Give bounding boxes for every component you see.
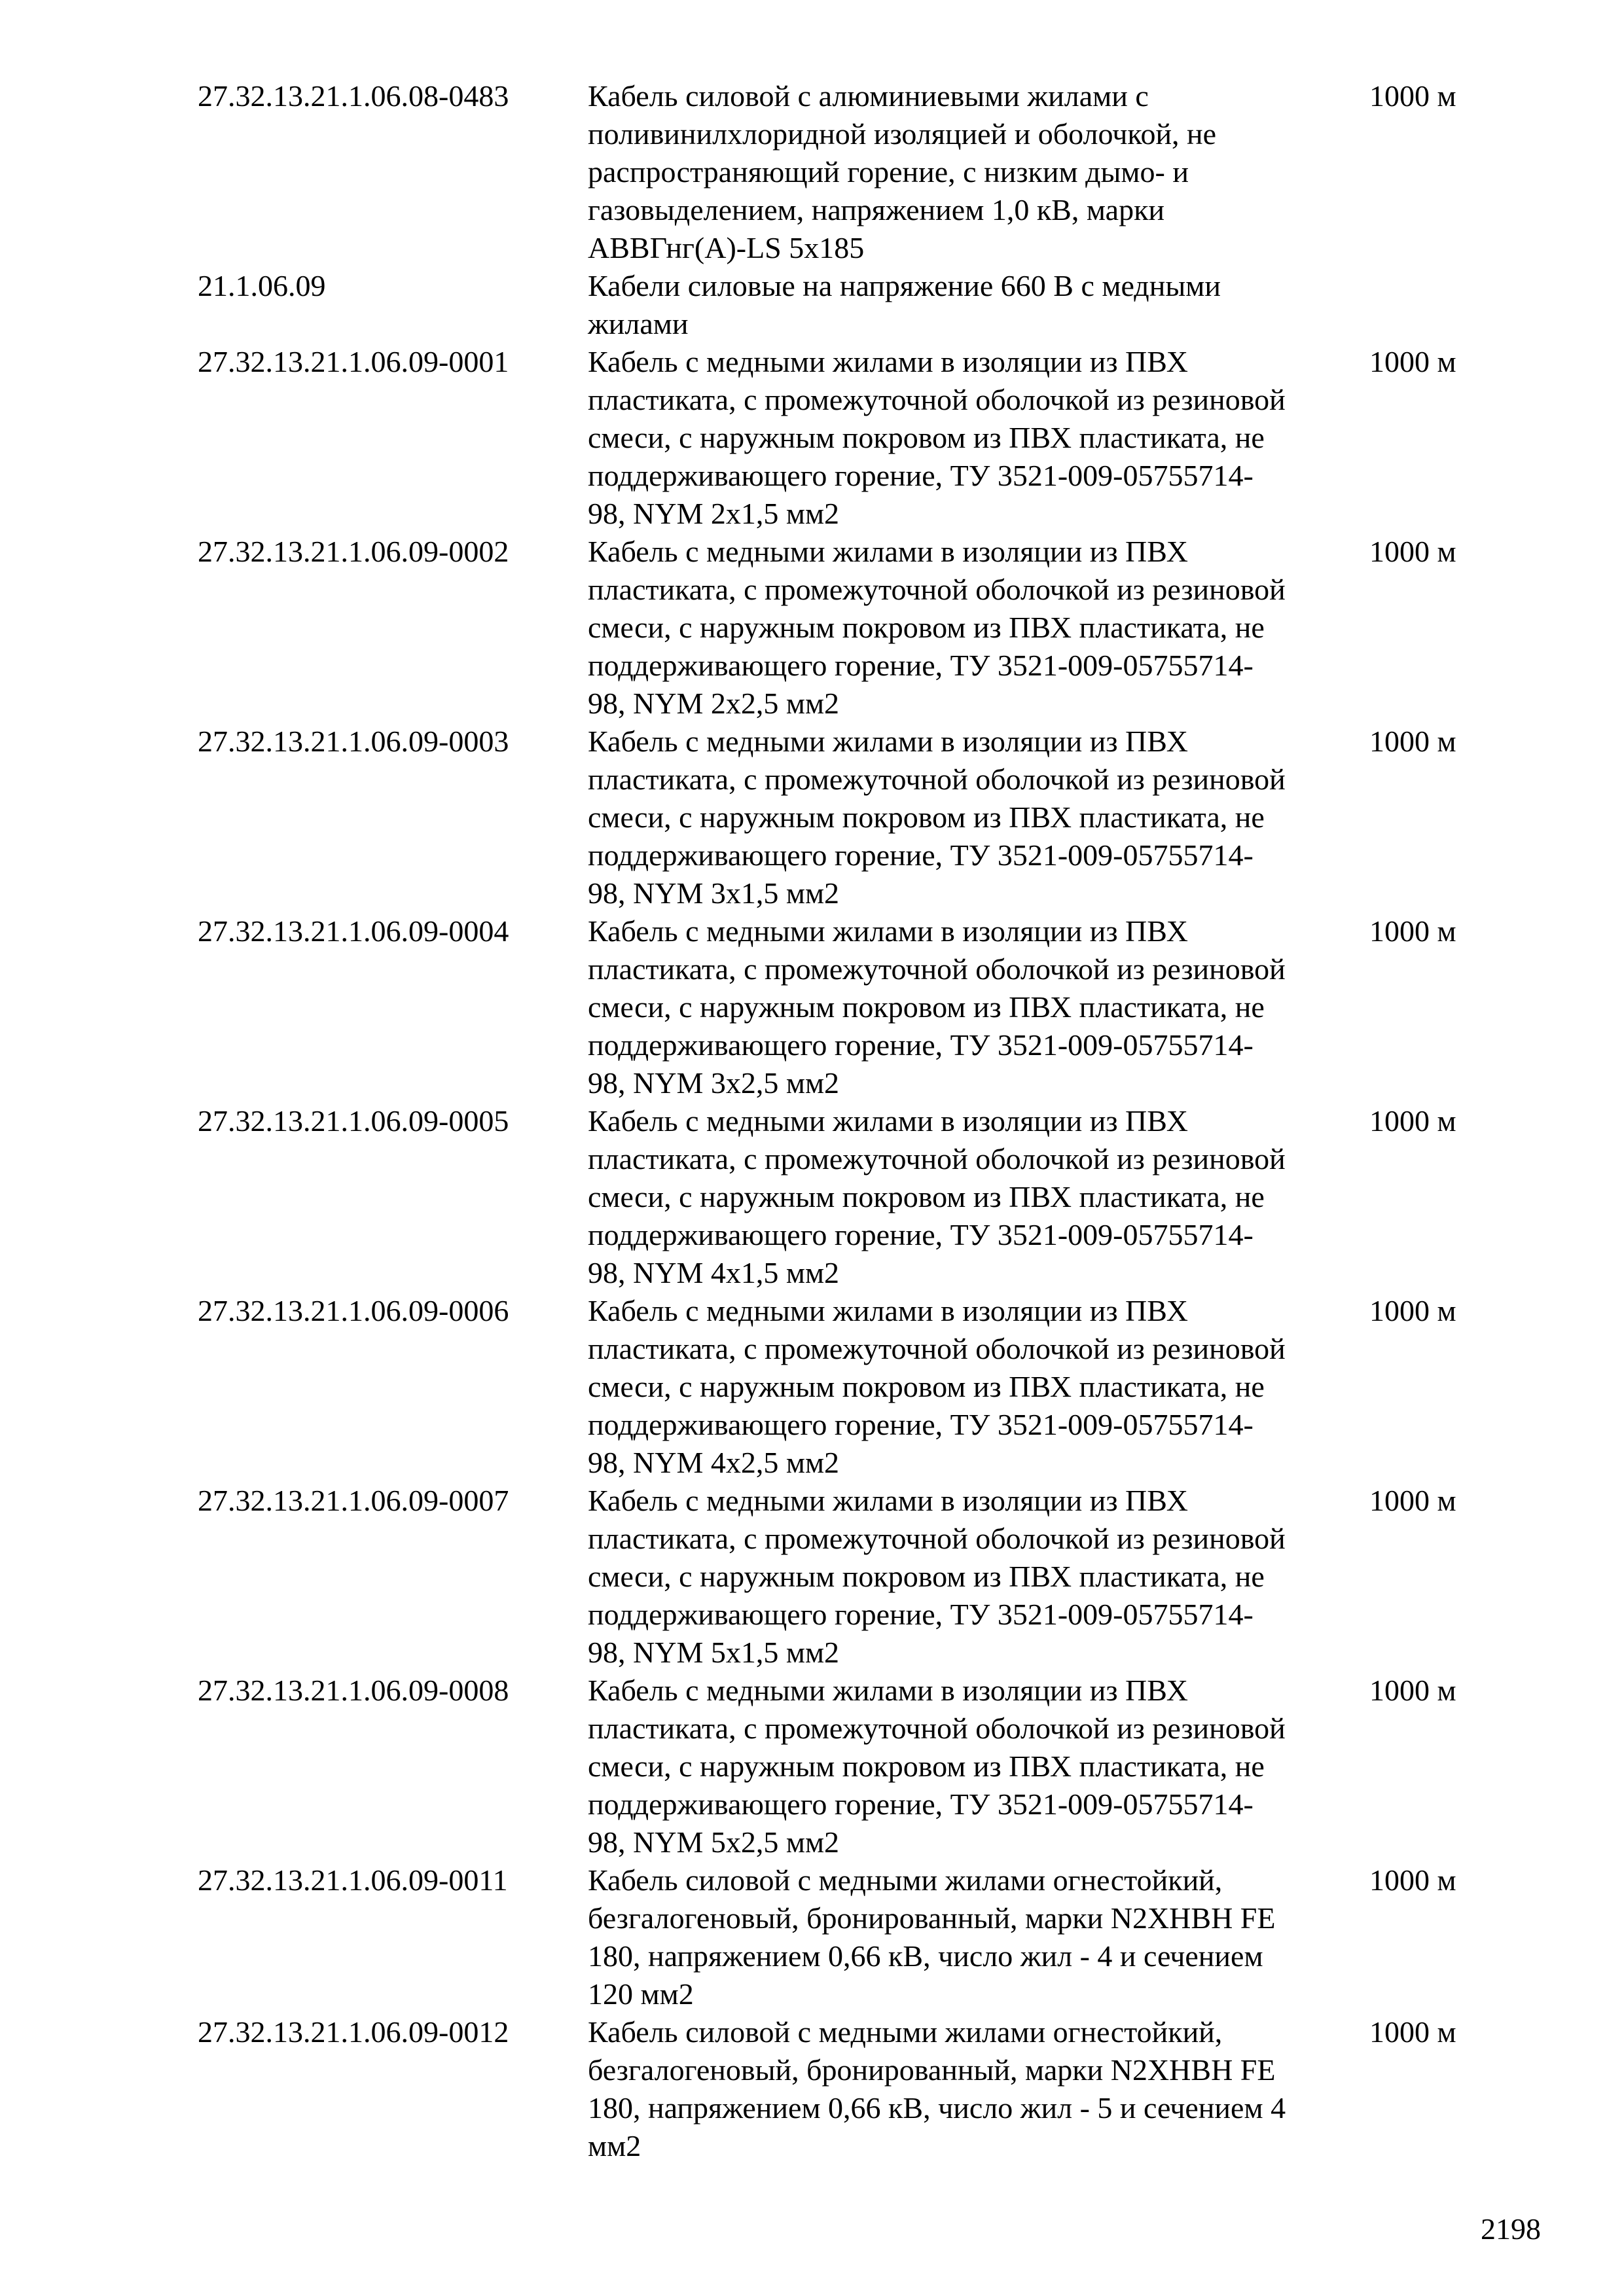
description-line: безгалогеновый, бронированный, марки N2XHBH FE <box>588 2053 1276 2087</box>
unit-of-measure: 1000 м <box>1369 1294 1456 1327</box>
description-line: Кабель с медными жилами в изоляции из ПВХ <box>588 345 1188 378</box>
unit-of-measure: 1000 м <box>1369 79 1456 113</box>
resource-code: 27.32.13.21.1.06.09-0003 <box>198 725 509 758</box>
description-line: поддерживающего горение, ТУ 3521-009-05755714- <box>588 649 1254 682</box>
unit-of-measure: 1000 м <box>1369 725 1456 758</box>
description-line: АВВГнг(А)-LS 5х185 <box>588 231 865 264</box>
description-line: смеси, с наружным покровом из ПВХ пластиката, не <box>588 1560 1265 1593</box>
group-description <box>588 267 1360 343</box>
description-line: распространяющий горение, с низким дымо- и <box>588 155 1189 188</box>
description-line: поддерживающего горение, ТУ 3521-009-05755714- <box>588 1787 1254 1821</box>
unit-of-measure: 1000 м <box>1369 535 1456 568</box>
description-line: смеси, с наружным покровом из ПВХ пластиката, не <box>588 1370 1265 1403</box>
description-line: пластиката, с промежуточной оболочкой из резиновой <box>588 1712 1286 1745</box>
resource-code: 27.32.13.21.1.06.09-0011 <box>198 1863 508 1897</box>
description-line: Кабели силовые на напряжение 660 В с медными <box>588 269 1221 302</box>
description-line: пластиката, с промежуточной оболочкой из резиновой <box>588 952 1286 986</box>
description-line: поддерживающего горение, ТУ 3521-009-05755714- <box>588 1028 1254 1062</box>
description-line: Кабель с медными жилами в изоляции из ПВХ <box>588 914 1188 948</box>
description-line: Кабель силовой с алюминиевыми жилами с <box>588 79 1149 113</box>
table-row <box>198 2013 1474 2165</box>
description-line: Кабель с медными жилами в изоляции из ПВХ <box>588 725 1188 758</box>
table-row <box>198 1861 1474 2013</box>
description-line: 98, NYM 2х1,5 мм2 <box>588 497 840 530</box>
resource-code: 27.32.13.21.1.06.09-0002 <box>198 535 509 568</box>
resource-description <box>588 77 1360 267</box>
description-line: Кабель с медными жилами в изоляции из ПВХ <box>588 1484 1188 1517</box>
table-row <box>198 533 1474 723</box>
description-line: поддерживающего горение, ТУ 3521-009-05755714- <box>588 1218 1254 1251</box>
description-line: смеси, с наружным покровом из ПВХ пластиката, не <box>588 421 1265 454</box>
table-row <box>198 912 1474 1102</box>
description-line: жилами <box>588 307 689 340</box>
resource-description <box>588 1672 1360 1861</box>
description-line: пластиката, с промежуточной оболочкой из резиновой <box>588 1332 1286 1365</box>
resource-code: 27.32.13.21.1.06.08-0483 <box>198 79 509 113</box>
resource-description <box>588 1861 1360 2013</box>
description-line: поддерживающего горение, ТУ 3521-009-05755714- <box>588 1598 1254 1631</box>
description-line: смеси, с наружным покровом из ПВХ пластиката, не <box>588 990 1265 1024</box>
table-row <box>198 343 1474 533</box>
description-line: 98, NYM 3х2,5 мм2 <box>588 1066 840 1100</box>
resource-description <box>588 723 1360 912</box>
unit-of-measure: 1000 м <box>1369 1484 1456 1517</box>
resource-description <box>588 533 1360 723</box>
resource-code: 27.32.13.21.1.06.09-0004 <box>198 914 509 948</box>
description-line: 98, NYM 3х1,5 мм2 <box>588 876 840 910</box>
description-line: смеси, с наружным покровом из ПВХ пластиката, не <box>588 1180 1265 1213</box>
resource-description <box>588 1482 1360 1672</box>
page-number: 2198 <box>1481 2212 1541 2246</box>
resource-code: 27.32.13.21.1.06.09-0012 <box>198 2015 509 2049</box>
table-row <box>198 1672 1474 1861</box>
group-code: 21.1.06.09 <box>198 269 326 302</box>
unit-of-measure: 1000 м <box>1369 1863 1456 1897</box>
description-line: пластиката, с промежуточной оболочкой из резиновой <box>588 383 1286 416</box>
description-line: 98, NYM 5х2,5 мм2 <box>588 1825 840 1859</box>
description-line: Кабель с медными жилами в изоляции из ПВХ <box>588 1104 1188 1138</box>
description-line: поддерживающего горение, ТУ 3521-009-05755714- <box>588 838 1254 872</box>
resource-description <box>588 2013 1360 2165</box>
resource-description <box>588 343 1360 533</box>
table-row <box>198 723 1474 912</box>
description-line: смеси, с наружным покровом из ПВХ пластиката, не <box>588 800 1265 834</box>
description-line: 180, напряжением 0,66 кВ, число жил - 4 и сечением <box>588 1939 1263 1973</box>
table-row <box>198 1102 1474 1292</box>
description-line: Кабель силовой с медными жилами огнестойкий, <box>588 1863 1223 1897</box>
description-line: пластиката, с промежуточной оболочкой из резиновой <box>588 1522 1286 1555</box>
unit-of-measure: 1000 м <box>1369 914 1456 948</box>
resource-description <box>588 1292 1360 1482</box>
description-line: 98, NYM 5х1,5 мм2 <box>588 1636 840 1669</box>
unit-of-measure: 1000 м <box>1369 2015 1456 2049</box>
table-row <box>198 1482 1474 1672</box>
description-line: пластиката, с промежуточной оболочкой из резиновой <box>588 1142 1286 1175</box>
resource-code: 27.32.13.21.1.06.09-0006 <box>198 1294 509 1327</box>
resource-code: 27.32.13.21.1.06.09-0007 <box>198 1484 509 1517</box>
resource-description <box>588 1102 1360 1292</box>
description-line: смеси, с наружным покровом из ПВХ пластиката, не <box>588 611 1265 644</box>
description-line: мм2 <box>588 2129 641 2162</box>
description-line: пластиката, с промежуточной оболочкой из резиновой <box>588 573 1286 606</box>
description-line: пластиката, с промежуточной оболочкой из резиновой <box>588 762 1286 796</box>
description-line: поливинилхлоридной изоляцией и оболочкой, не <box>588 117 1217 151</box>
resource-code: 27.32.13.21.1.06.09-0001 <box>198 345 509 378</box>
description-line: газовыделением, напряжением 1,0 кВ, марки <box>588 193 1165 226</box>
resource-description <box>588 912 1360 1102</box>
table-row <box>198 77 1474 267</box>
resource-table <box>198 77 1474 2165</box>
description-line: 98, NYM 4х1,5 мм2 <box>588 1256 840 1289</box>
description-line: 180, напряжением 0,66 кВ, число жил - 5 и сечением 4 <box>588 2091 1286 2125</box>
description-line: 98, NYM 4х2,5 мм2 <box>588 1446 840 1479</box>
description-line: 98, NYM 2х2,5 мм2 <box>588 687 840 720</box>
description-line: Кабель с медными жилами в изоляции из ПВХ <box>588 1294 1188 1327</box>
unit-of-measure: 1000 м <box>1369 1104 1456 1138</box>
description-line: Кабель силовой с медными жилами огнестойкий, <box>588 2015 1223 2049</box>
description-line: смеси, с наружным покровом из ПВХ пластиката, не <box>588 1749 1265 1783</box>
description-line: поддерживающего горение, ТУ 3521-009-05755714- <box>588 459 1254 492</box>
description-line: безгалогеновый, бронированный, марки N2XHBH FE <box>588 1901 1276 1935</box>
resource-code: 27.32.13.21.1.06.09-0005 <box>198 1104 509 1138</box>
description-line: Кабель с медными жилами в изоляции из ПВХ <box>588 1674 1188 1707</box>
description-line: поддерживающего горение, ТУ 3521-009-05755714- <box>588 1408 1254 1441</box>
table-row <box>198 267 1474 343</box>
unit-of-measure: 1000 м <box>1369 1674 1456 1707</box>
description-line: 120 мм2 <box>588 1977 694 2011</box>
table-row <box>198 1292 1474 1482</box>
description-line: Кабель с медными жилами в изоляции из ПВХ <box>588 535 1188 568</box>
unit-of-measure: 1000 м <box>1369 345 1456 378</box>
resource-code: 27.32.13.21.1.06.09-0008 <box>198 1674 509 1707</box>
